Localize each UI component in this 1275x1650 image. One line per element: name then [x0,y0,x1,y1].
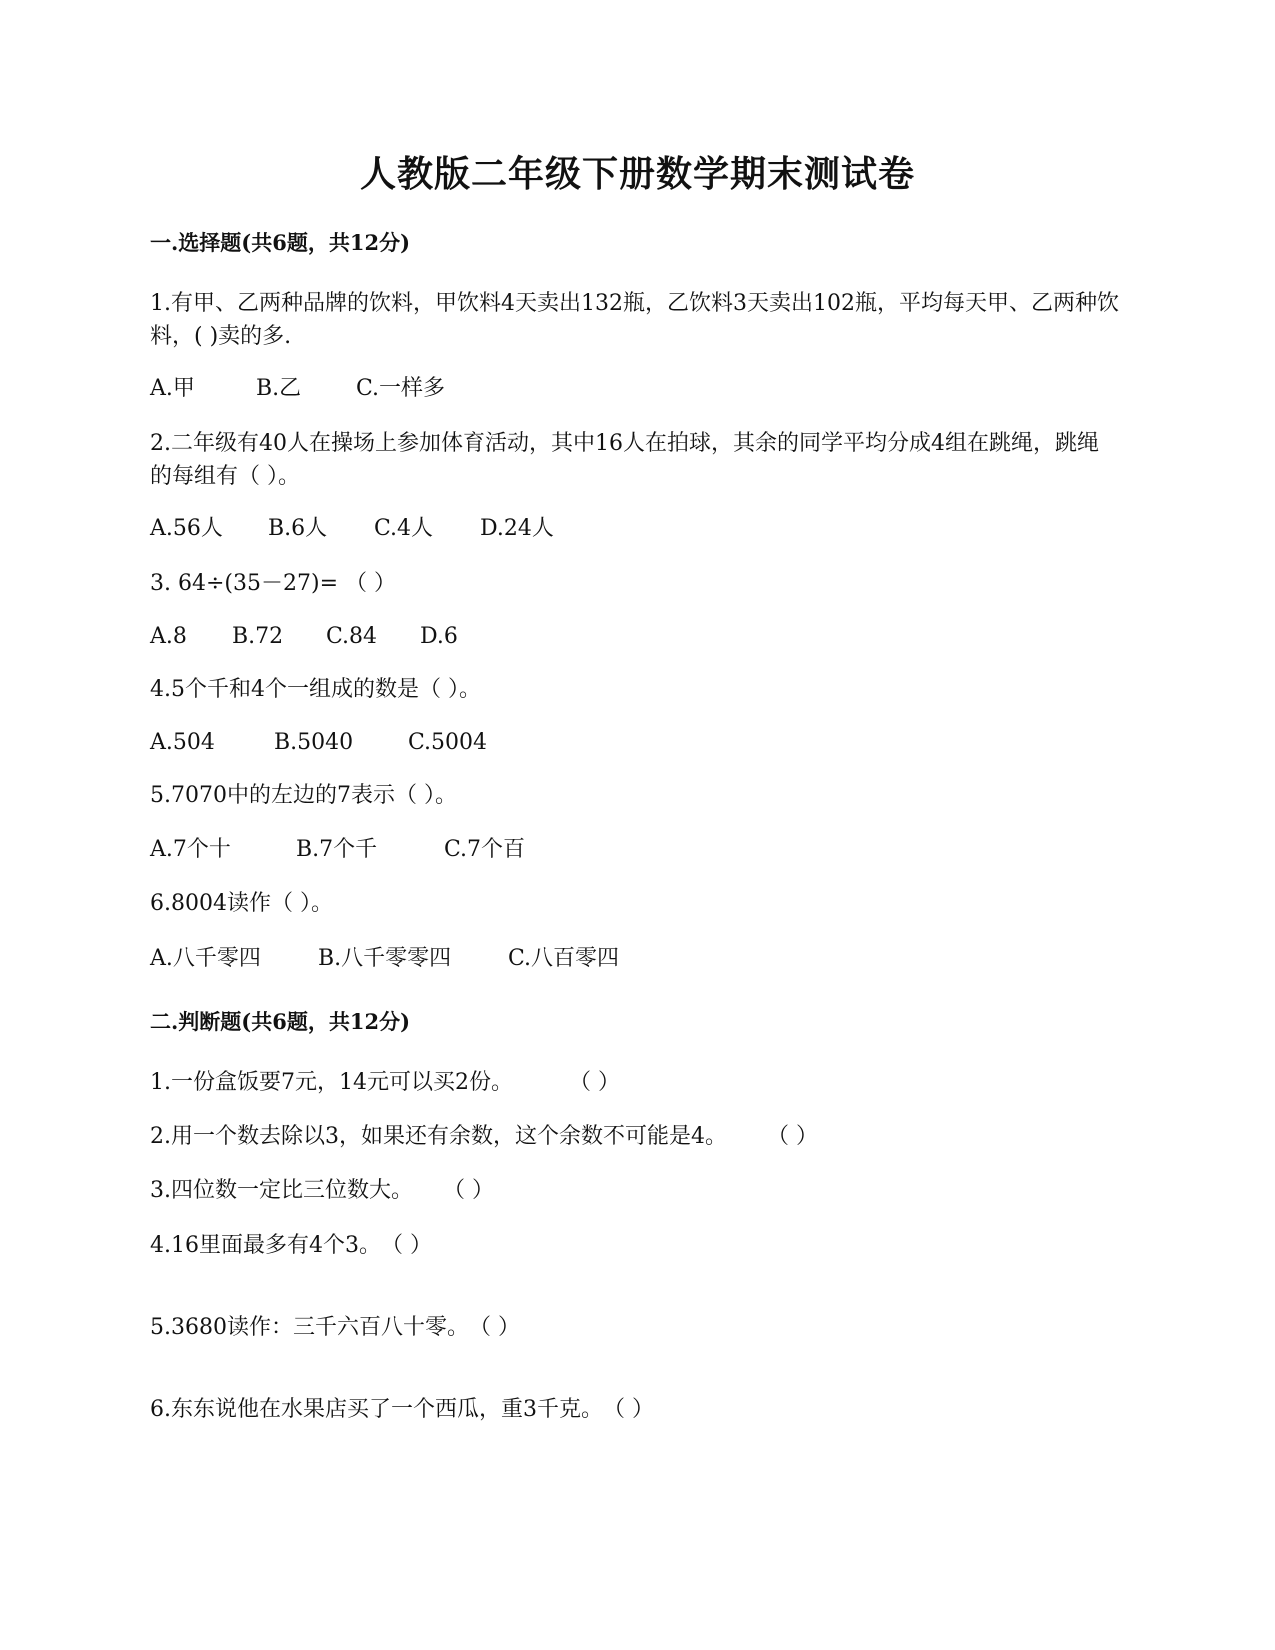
judgment-item-1 [150,1066,620,1099]
option-a: A.八千零四 [150,946,261,971]
option-b: B.7个千 [296,837,378,862]
judgment-text: 5.3680读作：三千六百八十零。 [150,1315,469,1340]
judgment-text: 6.东东说他在水果店买了一个西瓜，重3千克。 [150,1397,603,1422]
choice-options-2 [150,512,554,545]
section-header-judgment: 二.判断题(共6题，共12分) [150,1009,411,1034]
judgment-item-2 [150,1120,818,1153]
option-a: A.甲 [150,376,195,401]
choice-question-2: 2.二年级有40人在操场上参加体育活动，其中16人在拍球，其余的同学平均分成4组在跳绳，跳绳的每组有（ ）。 [150,431,1099,489]
option-b: B.5040 [274,730,354,755]
choice-options-3 [150,620,458,653]
option-c: C.5004 [408,730,488,755]
option-c: C.84 [326,624,378,649]
judgment-item-4 [150,1229,432,1262]
answer-blank: （ ） [568,1070,620,1095]
option-b: B.乙 [256,376,302,401]
section-header-choice: 一.选择题(共6题，共12分) [150,230,411,255]
option-d: D.6 [420,624,458,649]
judgment-item-3 [150,1174,494,1207]
answer-blank: （ ） [380,1233,432,1258]
option-a: A.8 [150,624,187,649]
answer-blank: （ ） [468,1315,520,1340]
judgment-text: 3.四位数一定比三位数大。 [150,1178,413,1203]
choice-question-6: 6.8004读作（ ）。 [150,891,333,916]
choice-question-5: 5.7070中的左边的7表示（ ）。 [150,783,457,808]
option-b: B.八千零零四 [318,946,452,971]
option-c: C.7个百 [444,837,526,862]
choice-options-4 [150,726,487,759]
option-b: B.6人 [268,516,328,541]
choice-question-3: 3. 64÷(35－27)= （ ） [150,571,396,596]
option-a: A.504 [150,730,215,755]
judgment-item-6 [150,1393,654,1426]
judgment-text: 4.16里面最多有4个3。 [150,1233,381,1258]
option-b: B.72 [232,624,284,649]
option-c: C.一样多 [356,376,446,401]
option-c: C.4人 [374,516,434,541]
judgment-text: 2.用一个数去除以3，如果还有余数，这个余数不可能是4。 [150,1124,727,1149]
option-d: D.24人 [480,516,554,541]
answer-blank: （ ） [603,1397,654,1422]
choice-question-4: 4.5个千和4个一组成的数是（ ）。 [150,677,481,702]
judgment-item-5 [150,1311,520,1344]
option-a: A.56人 [150,516,223,541]
option-a: A.7个十 [150,837,231,862]
choice-question-1: 1.有甲、乙两种品牌的饮料，甲饮料4天卖出132瓶，乙饮料3天卖出102瓶，平均每天甲、乙两种饮料，( )卖的多. [150,291,1119,349]
choice-options-5 [150,833,525,866]
choice-options-6 [150,942,619,975]
answer-blank: （ ） [443,1178,494,1203]
page-title: 人教版二年级下册数学期末测试卷 [359,153,915,195]
option-c: C.八百零四 [508,946,620,971]
choice-options-1 [150,372,445,405]
answer-blank: （ ） [767,1124,818,1149]
judgment-text: 1.一份盒饭要7元，14元可以买2份。 [150,1070,513,1095]
